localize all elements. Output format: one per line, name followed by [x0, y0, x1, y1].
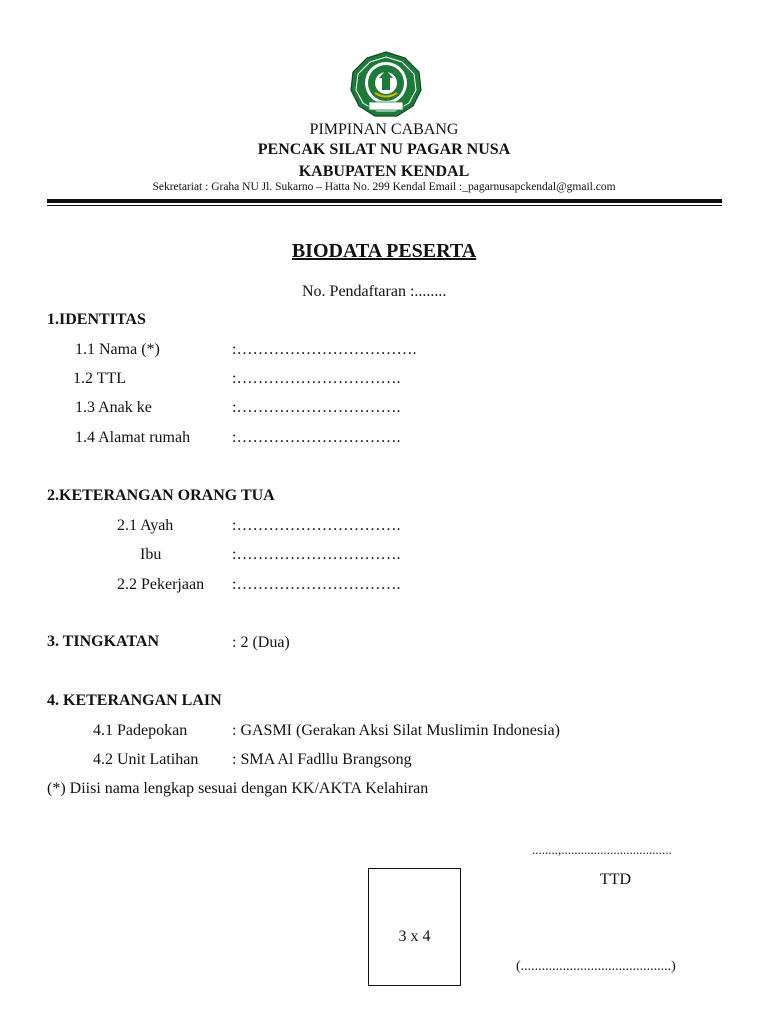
field-label-unit-latihan: 4.2 Unit Latihan — [93, 751, 199, 768]
field-label-padepokan: 4.1 Padepokan — [93, 722, 188, 739]
field-value-anak-ke: :…………………………. — [232, 399, 401, 416]
signature-name-line: (...........................................) — [516, 959, 676, 974]
document-title: BIODATA PESERTA — [291, 240, 477, 262]
field-label-ayah: 2.1 Ayah — [117, 517, 174, 534]
org-line-3: KABUPATEN KENDAL — [298, 163, 470, 180]
field-label-ibu: Ibu — [140, 546, 162, 563]
field-value-alamat: :…………………………. — [232, 429, 401, 446]
section-3-heading: 3. TINGKATAN — [47, 633, 160, 650]
field-value-ayah: :…………………………. — [232, 517, 401, 534]
header-divider-thin — [47, 205, 722, 206]
field-value-unit-latihan: : SMA Al Fadllu Brangsong — [232, 751, 412, 768]
org-line-2: PENCAK SILAT NU PAGAR NUSA — [257, 141, 511, 158]
section-1-heading: 1.IDENTITAS — [47, 311, 146, 328]
signature-place-date: ........,.................................. — [532, 842, 672, 857]
field-value-pekerjaan: :…………………………. — [232, 576, 401, 593]
field-value-padepokan: : GASMI (Gerakan Aksi Silat Muslimin Indonesia) — [232, 722, 560, 739]
header-divider-thick — [47, 199, 722, 203]
field-label-nama: 1.1 Nama (*) — [75, 341, 160, 358]
section-4-heading: 4. KETERANGAN LAIN — [47, 692, 222, 709]
field-value-ttl: :…………………………. — [232, 370, 401, 387]
section-2-heading: 2.KETERANGAN ORANG TUA — [47, 487, 275, 504]
org-line-1: PIMPINAN CABANG — [309, 121, 459, 138]
field-label-alamat: 1.4 Alamat rumah — [75, 429, 191, 446]
field-value-nama: :……………………………. — [232, 341, 417, 358]
pagar-nusa-logo-icon — [349, 50, 423, 118]
secretariat-address: Sekretariat : Graha NU Jl. Sukarno – Hatta No. 299 Kendal Email :_pagarnusapckendal@gmail.com — [152, 181, 616, 193]
field-value-tingkatan: : 2 (Dua) — [232, 634, 290, 651]
field-label-anak-ke: 1.3 Anak ke — [75, 399, 152, 416]
photo-size-label: 3 x 4 — [398, 928, 431, 945]
footnote: (*) Diisi nama lengkap sesuai dengan KK/AKTA Kelahiran — [47, 780, 429, 797]
field-label-pekerjaan: 2.2 Pekerjaan — [117, 576, 205, 593]
field-value-ibu: :…………………………. — [232, 546, 401, 563]
photo-box — [368, 868, 461, 986]
signature-ttd-label: TTD — [600, 871, 632, 888]
field-label-ttl: 1.2 TTL — [73, 370, 127, 387]
registration-number: No. Pendaftaran :........ — [302, 283, 447, 300]
